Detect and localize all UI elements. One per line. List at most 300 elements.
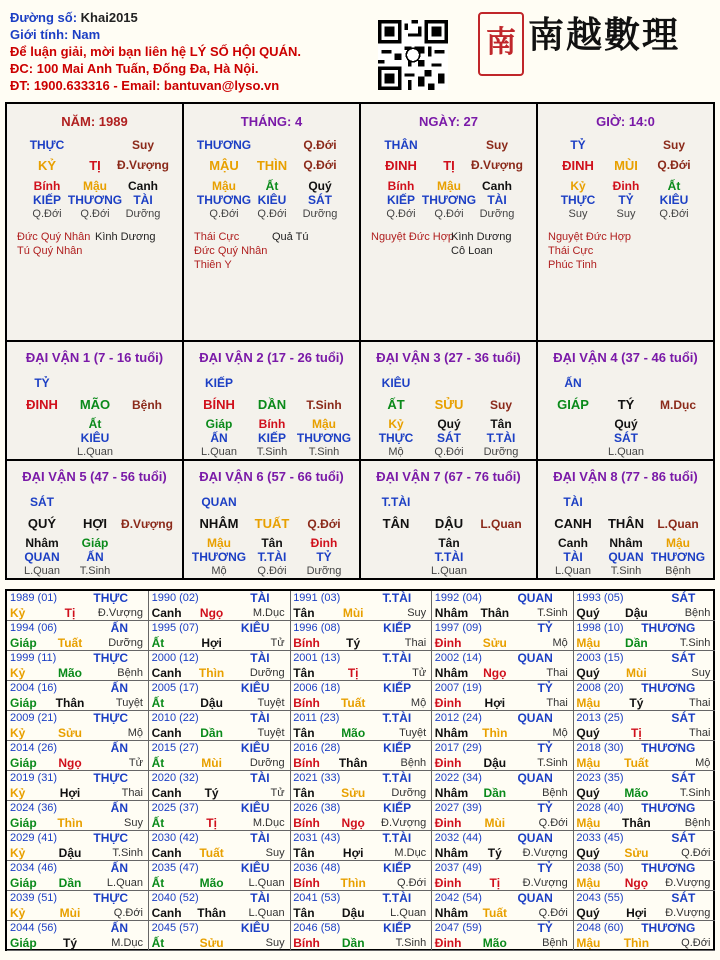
- seal-glyph: 南: [486, 25, 516, 60]
- dai-van-cell: [361, 461, 538, 578]
- year-branch: Hợi: [626, 906, 647, 920]
- year-stage: T.Sinh: [112, 847, 143, 859]
- year-label: 2030 (42): [151, 832, 199, 844]
- dai-van-branch: SỬU: [434, 397, 464, 412]
- dai-van-hidden-stem: Mậu: [207, 536, 231, 550]
- year-branch: Mùi: [342, 606, 364, 620]
- pillar-title: NGÀY: 27: [419, 114, 478, 129]
- year-stage: Bệnh: [684, 817, 711, 829]
- year-cell: [432, 771, 574, 801]
- duong-so-label: Đường số:: [10, 10, 78, 25]
- year-stage: M.Dục: [394, 847, 427, 859]
- year-cell: [573, 591, 715, 621]
- year-cell: [149, 741, 291, 771]
- dai-van-hidden-stem: Quý: [437, 417, 461, 431]
- year-god: THỰC: [93, 591, 128, 605]
- hidden-stage: Suy: [616, 208, 636, 220]
- year-god: T.TÀI: [382, 711, 412, 725]
- year-god: KIÊU: [240, 681, 270, 695]
- year-cell: [149, 921, 291, 951]
- year-stage: T.Sinh: [679, 637, 711, 649]
- dai-van-stem: CANH: [554, 516, 592, 531]
- year-cell: [7, 771, 149, 801]
- hidden-god: THỰC: [560, 193, 596, 207]
- year-branch: Thìn: [198, 666, 225, 680]
- year-stem: Giáp: [10, 696, 37, 710]
- hidden-stem: Kỷ: [570, 179, 586, 193]
- year-stem: Ất: [151, 636, 165, 650]
- year-branch: Dần: [58, 876, 82, 890]
- hidden-stem: Mậu: [437, 179, 461, 193]
- year-god: KIẾP: [383, 621, 412, 635]
- year-label: 2022 (34): [434, 772, 482, 784]
- year-stem: Canh: [151, 906, 182, 920]
- year-stage: Q.Đới: [113, 907, 143, 919]
- dai-van-god: KIÊU: [381, 376, 411, 390]
- year-label: 2012 (24): [434, 712, 482, 724]
- year-branch: Mão: [341, 726, 366, 740]
- year-stem: Đinh: [434, 636, 462, 650]
- year-god: ẤN: [110, 621, 128, 635]
- year-stem: Giáp: [10, 876, 37, 890]
- dai-van-hidden-god: THƯƠNG: [650, 550, 706, 564]
- year-god: TÀI: [250, 591, 270, 605]
- year-branch: Dậu: [58, 846, 82, 860]
- dai-van-hidden-stage: L.Quan: [430, 565, 468, 577]
- year-label: 1998 (10): [576, 622, 624, 634]
- year-label: 2036 (48): [293, 862, 341, 874]
- hidden-stage: Dưỡng: [302, 208, 338, 220]
- hidden-stem: Mậu: [83, 179, 107, 193]
- dai-van-hidden-stage: T.Sinh: [79, 565, 111, 577]
- dai-van-hidden-stage: Bệnh: [665, 565, 691, 577]
- year-stage: T.Sinh: [537, 607, 568, 619]
- pillar-branch: MÙI: [614, 158, 638, 173]
- year-god: ẤN: [110, 681, 128, 695]
- year-cell: [290, 831, 432, 861]
- red-seal-logo: [478, 12, 524, 76]
- year-branch: Tị: [347, 666, 359, 680]
- year-stem: Nhâm: [434, 906, 469, 920]
- dai-van-hidden-god: KIẾP: [257, 431, 287, 445]
- year-branch: Dần: [625, 636, 648, 650]
- dai-van-hidden-god: SÁT: [437, 431, 461, 445]
- star-left: Thái Cực: [194, 231, 240, 243]
- hidden-stem: Ất: [265, 179, 279, 193]
- year-god: TỶ: [537, 801, 553, 815]
- year-stem: Mậu: [576, 636, 601, 650]
- star-left: Thái Cực: [548, 245, 594, 257]
- year-stem: Tân: [293, 666, 315, 680]
- year-god: KIÊU: [240, 801, 270, 815]
- year-stem: Đinh: [434, 816, 462, 830]
- year-cell: [573, 861, 715, 891]
- year-label: 2043 (55): [576, 892, 624, 904]
- year-stage: Bệnh: [542, 787, 568, 799]
- dai-van-hidden-stage: L.Quan: [607, 446, 645, 458]
- year-label: 2007 (19): [434, 682, 482, 694]
- year-stem: Kỷ: [10, 786, 26, 800]
- year-god: TÀI: [250, 891, 270, 905]
- year-label: 1992 (04): [434, 592, 482, 604]
- dai-van-hidden-stem: Nhâm: [609, 536, 643, 550]
- year-stage: L.Quan: [248, 907, 285, 919]
- year-stem: Quý: [576, 606, 600, 620]
- year-branch: Tuất: [57, 636, 83, 650]
- year-stage: Dưỡng: [249, 667, 285, 679]
- year-label: 2029 (41): [10, 832, 58, 844]
- special-stars-right: [272, 230, 309, 244]
- hidden-stem: Mậu: [212, 179, 236, 193]
- year-branch: Dần: [341, 936, 365, 950]
- year-branch: Thân: [622, 816, 651, 830]
- hidden-stage: Dưỡng: [479, 208, 515, 220]
- year-stem: Quý: [576, 726, 600, 740]
- year-label: 2047 (59): [434, 922, 482, 934]
- year-stem: Kỷ: [10, 846, 26, 860]
- year-cell: [432, 891, 574, 921]
- year-stage: Tuyệt: [257, 697, 285, 709]
- dai-van-cell: [7, 461, 184, 578]
- year-cell: [573, 831, 715, 861]
- year-label: 1999 (11): [10, 652, 57, 664]
- dai-van-branch: THÂN: [607, 516, 645, 531]
- year-god: ẤN: [110, 861, 128, 875]
- year-stage: Mộ: [127, 727, 143, 739]
- year-cell: [7, 711, 149, 741]
- year-stage: Đ.Vượng: [665, 907, 711, 919]
- year-god: KIẾP: [383, 741, 412, 755]
- year-cell: [149, 831, 291, 861]
- year-cell: [290, 621, 432, 651]
- year-label: 2003 (15): [576, 652, 624, 664]
- year-stem: Tân: [293, 606, 315, 620]
- dai-van-stem: TÂN: [382, 516, 410, 531]
- hidden-god: THƯƠNG: [421, 193, 477, 207]
- pillar-stage-top: Suy: [131, 138, 155, 152]
- year-stage: Q.Đới: [538, 907, 568, 919]
- year-stage: Bệnh: [400, 757, 427, 769]
- year-stem: Mậu: [576, 816, 601, 830]
- year-stage: L.Quan: [390, 907, 427, 919]
- year-cell: [432, 861, 574, 891]
- year-god: THỰC: [93, 711, 128, 725]
- dai-van-branch: MÃO: [79, 397, 111, 412]
- year-stem: Bính: [293, 636, 320, 650]
- year-cell: [573, 711, 715, 741]
- year-god: T.TÀI: [382, 891, 412, 905]
- dai-van-hidden-stage: T.Sinh: [256, 446, 288, 458]
- year-label: 2037 (49): [434, 862, 482, 874]
- year-label: 1994 (06): [10, 622, 58, 634]
- year-branch: Mùi: [59, 906, 81, 920]
- dai-van-hidden-stem: Giáp: [205, 417, 233, 431]
- year-stage: Dưỡng: [391, 787, 427, 799]
- dai-van-title: ĐẠI VẬN 3 (27 - 36 tuổi): [376, 350, 521, 365]
- year-god: TÀI: [250, 831, 270, 845]
- star-left: Nguyệt Đức Hợp: [371, 231, 455, 243]
- year-cell: [432, 921, 574, 951]
- star-left: Đức Quý Nhân: [194, 245, 268, 257]
- contact-line: Để luận giải, mời bạn liên hệ LÝ SỐ HỘI QUÁN.: [10, 44, 301, 59]
- year-cell: [290, 891, 432, 921]
- year-stem: Giáp: [10, 636, 37, 650]
- star-left: Phúc Tinh: [548, 259, 597, 271]
- year-stage: Mộ: [695, 757, 711, 769]
- year-stem: Giáp: [10, 816, 37, 830]
- header-info: [10, 9, 301, 94]
- pillar-god-top: TỶ: [570, 138, 586, 152]
- year-label: 2019 (31): [10, 772, 58, 784]
- year-label: 2033 (45): [576, 832, 624, 844]
- year-cell: [573, 741, 715, 771]
- hidden-stem: Đinh: [612, 179, 640, 193]
- pillar-stem: ĐINH: [385, 158, 417, 173]
- dai-van-cell: [184, 342, 361, 461]
- year-stage: Q.Đới: [681, 847, 711, 859]
- hidden-stage: Q.Đới: [80, 208, 110, 220]
- pillar-title: GIỜ: 14:0: [596, 114, 655, 129]
- hidden-god: THƯƠNG: [67, 193, 123, 207]
- year-god: T.TÀI: [382, 771, 412, 785]
- year-god: QUAN: [517, 651, 553, 665]
- dai-van-branch: HỢI: [82, 516, 108, 531]
- year-label: 2018 (30): [576, 742, 624, 754]
- year-label: 2048 (60): [576, 922, 624, 934]
- year-cell: [149, 681, 291, 711]
- year-stem: Quý: [576, 666, 600, 680]
- dai-van-cell: [538, 461, 713, 578]
- dai-van-hidden-stem: Bính: [258, 417, 286, 431]
- year-stage: Dưỡng: [108, 637, 143, 649]
- year-stage: T.Sinh: [537, 757, 568, 769]
- dai-van-stage: T.Sinh: [306, 398, 342, 412]
- year-cell: [432, 711, 574, 741]
- year-label: 2001 (13): [293, 652, 341, 664]
- year-cell: [432, 591, 574, 621]
- dai-van-stage: Suy: [489, 398, 513, 412]
- year-branch: Tuất: [340, 696, 366, 710]
- year-stem: Kỷ: [10, 906, 26, 920]
- dai-van-branch: TUẤT: [254, 516, 290, 531]
- chart-grid: [5, 102, 715, 580]
- dai-van-hidden-god: TỶ: [316, 550, 332, 564]
- year-branch: Thìn: [340, 876, 366, 890]
- special-stars: [371, 230, 454, 244]
- dai-van-stage: L.Quan: [480, 517, 522, 531]
- year-stem: Bính: [293, 756, 320, 770]
- dai-van-god: TỶ: [34, 376, 50, 390]
- special-stars: [17, 230, 90, 258]
- dai-van-hidden-god: TÀI: [563, 550, 583, 564]
- year-stem: Mậu: [576, 756, 601, 770]
- year-cell: [7, 831, 149, 861]
- star-left: Đức Quý Nhân: [17, 231, 91, 243]
- year-label: 2016 (28): [293, 742, 341, 754]
- year-cell: [432, 621, 574, 651]
- year-stem: Canh: [151, 666, 182, 680]
- pillar-stem: KỶ: [37, 158, 57, 173]
- year-cell: [7, 801, 149, 831]
- pillar-stage: Đ.Vượng: [117, 158, 169, 172]
- year-stage: Bệnh: [117, 667, 143, 679]
- star-left: Thiên Y: [194, 259, 232, 271]
- year-stem: Ất: [151, 756, 165, 770]
- year-branch: Thân: [338, 756, 368, 770]
- dai-van-stage: Q.Đới: [307, 517, 341, 531]
- star-right: Kình Dương: [451, 231, 512, 243]
- year-stem: Đinh: [434, 696, 462, 710]
- year-branch: Sửu: [482, 636, 507, 650]
- dai-van-hidden-stem: Kỷ: [388, 417, 404, 431]
- dai-van-title: ĐẠI VẬN 2 (17 - 26 tuổi): [199, 350, 344, 365]
- year-stage: T.Sinh: [395, 937, 427, 949]
- pillar-stage-top: Q.Đới: [303, 138, 337, 152]
- year-god: ẤN: [110, 921, 128, 935]
- dai-van-hidden-god: THƯƠNG: [191, 550, 247, 564]
- year-god: TỶ: [537, 621, 553, 635]
- year-stage: Tử: [270, 787, 285, 799]
- year-branch: Dậu: [200, 696, 223, 710]
- dai-van-hidden-stem: Tân: [490, 417, 512, 431]
- dai-van-stem: QUÝ: [27, 516, 57, 531]
- year-stage: Q.Đới: [396, 877, 427, 889]
- year-branch: Thìn: [57, 816, 83, 830]
- year-branch: Mùi: [626, 666, 647, 680]
- year-god: KIÊU: [240, 741, 270, 755]
- year-branch: Thân: [197, 906, 226, 920]
- year-branch: Tị: [206, 816, 217, 830]
- pillar-branch: TỊ: [443, 158, 455, 173]
- year-label: 2008 (20): [576, 682, 624, 694]
- year-god: THƯƠNG: [641, 861, 696, 875]
- year-stem: Ất: [151, 936, 165, 950]
- address-line: ĐC: 100 Mai Anh Tuấn, Đống Đa, Hà Nội.: [10, 61, 259, 76]
- year-cell: [432, 741, 574, 771]
- dai-van-hidden-god: QUAN: [608, 550, 644, 564]
- hidden-stage: Q.Đới: [257, 208, 287, 220]
- year-stem: Ất: [151, 876, 165, 890]
- dai-van-hidden-god: QUAN: [24, 550, 60, 564]
- year-cell: [149, 891, 291, 921]
- dai-van-hidden-stage: Mộ: [388, 446, 404, 458]
- year-god: TÀI: [250, 651, 270, 665]
- year-cell: [7, 621, 149, 651]
- hidden-stem: Canh: [482, 179, 512, 193]
- year-god: QUAN: [517, 711, 553, 725]
- year-label: 2027 (39): [434, 802, 482, 814]
- year-cell: [149, 591, 291, 621]
- year-god: TÀI: [250, 711, 270, 725]
- year-stem: Quý: [576, 846, 600, 860]
- hidden-stage: Q.Đới: [434, 208, 464, 220]
- year-cell: [432, 681, 574, 711]
- dai-van-hidden-stem: Giáp: [81, 536, 109, 550]
- year-branch: Hợi: [201, 636, 222, 650]
- year-stage: M.Dục: [252, 607, 285, 619]
- dai-van-hidden-stem: Nhâm: [25, 536, 59, 550]
- year-stem: Bính: [293, 876, 320, 890]
- year-branch: Sửu: [624, 846, 649, 860]
- qr-code-icon: [378, 20, 448, 90]
- year-branch: Tý: [487, 846, 502, 860]
- hidden-god: KIÊU: [659, 193, 689, 207]
- dai-van-cell: [184, 461, 361, 578]
- dai-van-hidden-god: KIÊU: [80, 431, 110, 445]
- year-branch: Dậu: [483, 756, 507, 770]
- year-god: KIÊU: [240, 921, 270, 935]
- year-stem: Giáp: [10, 936, 37, 950]
- year-god: TỶ: [537, 861, 553, 875]
- year-branch: Dậu: [341, 906, 365, 920]
- year-label: 1996 (08): [293, 622, 341, 634]
- year-label: 2045 (57): [151, 922, 199, 934]
- year-cell: [573, 801, 715, 831]
- year-stage: T.Sinh: [679, 787, 711, 799]
- year-stem: Quý: [576, 786, 600, 800]
- year-stage: Đ.Vượng: [522, 877, 568, 889]
- dai-van-god: SÁT: [30, 495, 54, 509]
- year-god: THỰC: [93, 831, 128, 845]
- year-stage: Suy: [407, 607, 427, 619]
- year-stem: Canh: [151, 846, 182, 860]
- dai-van-hidden-stem: Quý: [614, 417, 638, 431]
- pillar-god-top: THƯƠNG: [196, 138, 252, 152]
- hidden-god: TÀI: [133, 193, 153, 207]
- dai-van-stem: ẤT: [387, 397, 405, 412]
- year-cell: [290, 711, 432, 741]
- year-stage: Đ.Vượng: [665, 877, 711, 889]
- year-cell: [290, 741, 432, 771]
- year-god: THƯƠNG: [641, 921, 696, 935]
- dai-van-hidden-stage: Dưỡng: [483, 446, 519, 458]
- dai-van-hidden-god: ẤN: [86, 550, 104, 564]
- year-cell: [7, 591, 149, 621]
- dai-van-god: KIẾP: [204, 376, 234, 390]
- gioi-tinh-value: Nam: [71, 27, 101, 42]
- year-label: 2032 (44): [434, 832, 482, 844]
- year-god: SÁT: [671, 651, 696, 665]
- year-label: 2039 (51): [10, 892, 58, 904]
- hidden-stem: Quý: [308, 179, 332, 193]
- year-stem: Canh: [151, 606, 182, 620]
- pillar-title: THÁNG: 4: [240, 114, 303, 129]
- year-stage: Đ.Vượng: [522, 847, 568, 859]
- year-branch: Mão: [199, 876, 224, 890]
- pillar-branch: THÌN: [256, 158, 288, 173]
- dai-van-hidden-god: SÁT: [614, 431, 638, 445]
- year-branch: Hợi: [59, 786, 81, 800]
- dai-van-branch: TÝ: [617, 397, 635, 412]
- year-branch: Mùi: [484, 816, 506, 830]
- year-stem: Nhâm: [434, 786, 469, 800]
- year-god: QUAN: [517, 591, 553, 605]
- hidden-stem: Bính: [387, 179, 415, 193]
- year-stage: Đ.Vượng: [381, 817, 427, 829]
- star-right: Cô Loan: [451, 245, 493, 257]
- star-right: Kình Dương: [95, 231, 156, 243]
- year-branch: Tuất: [199, 846, 224, 860]
- dai-van-hidden-stem: Ất: [88, 417, 102, 431]
- year-god: THƯƠNG: [641, 621, 696, 635]
- year-cell: [7, 651, 149, 681]
- year-branch: Tý: [346, 636, 361, 650]
- year-stem: Ất: [151, 696, 165, 710]
- hidden-stem: Bính: [33, 179, 61, 193]
- year-god: KIẾP: [383, 861, 412, 875]
- year-stem: Nhâm: [434, 726, 469, 740]
- year-cell: [290, 771, 432, 801]
